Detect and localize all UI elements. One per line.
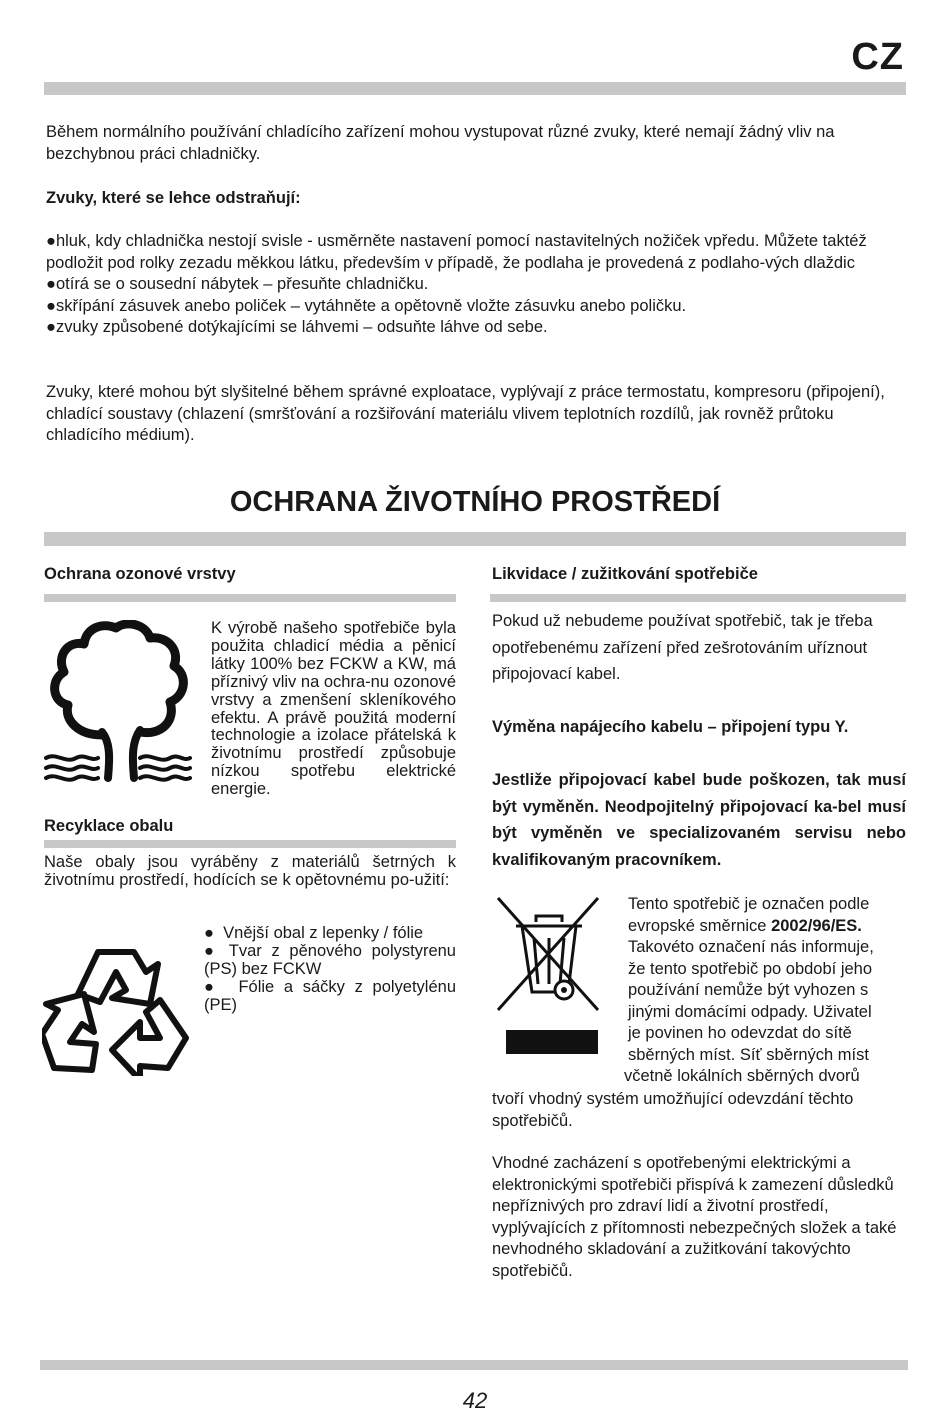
recycle-divider (44, 840, 456, 848)
bullet-dot-icon: ● (46, 318, 56, 336)
intro-heading: Zvuky, které se lehce odstraňují: (46, 189, 301, 207)
recycle-text: Naše obaly jsou vyráběny z materiálů šetrných k životnímu prostředí, hodících se k opětovnému po-užití: (44, 853, 456, 889)
section-divider (44, 532, 906, 546)
weee-line-6: jinými domácími odpady. Uživatel (628, 1002, 872, 1021)
disposal-heading: Likvidace / zužitkování spotřebiče (492, 565, 758, 583)
crossed-bin-icon (494, 894, 604, 1056)
intro-paragraph: Během normálního používání chladícího zařízení mohou vystupovat různé zvuky, které nemají žádný vliv na bezchybnou práci chladničky. (46, 123, 835, 163)
language-code: CZ (851, 36, 904, 78)
ozone-divider (44, 594, 456, 602)
recycling-icon (42, 924, 192, 1076)
section-title: OCHRANA ŽIVOTNÍHO PROSTŘEDÍ (229, 486, 721, 518)
tree-icon (44, 620, 192, 782)
weee-line-4: že tento spotřebič po období jeho (628, 959, 873, 978)
weee-line-5: používání nemůže být vyhozen s (628, 981, 869, 999)
recycle-item-2: ● Tvar z pěnového polystyrenu (PS) bez FCKW (204, 942, 456, 978)
bullet-dot-icon: ● (46, 296, 56, 315)
intro-bullet-2: ●otírá se o sousední nábytek – přesuňte chladničku. (46, 275, 429, 293)
weee-line-7: je povinen ho odevzdat do sítě (628, 1024, 852, 1042)
bullet-dot-icon: ● (46, 275, 56, 293)
bullet-dot-icon: ● (204, 924, 224, 942)
weee-text-block (624, 894, 908, 1088)
directive-number: 2002/96/ES. (771, 916, 862, 935)
header-divider (44, 82, 906, 95)
weee-line-3: Takovéto označení nás informuje, (628, 938, 874, 956)
weee-tail-text: tvoří vhodný systém umožňující odevzdání těchto spotřebičů. (492, 1090, 854, 1130)
bullet-dot-icon: ● (46, 232, 56, 250)
recycle-item-1: ● Vnější obal z lepenky / fólie (204, 924, 424, 942)
disposal-divider (490, 594, 906, 602)
intro-bullet-3: ●skřípání zásuvek anebo poliček – vytáhněte a opětovně vložte zásuvku anebo poličku. (46, 296, 687, 315)
weee-line-1: Tento spotřebič je označen podle (628, 895, 870, 913)
page-number: 42 (462, 1388, 488, 1413)
weee-line-2: evropské směrnice 2002/96/ES. (628, 916, 862, 935)
weee-line-8: sběrných míst. Síť sběrných míst (628, 1045, 869, 1064)
recycle-heading: Recyklace obalu (44, 817, 174, 835)
intro-bullet-1: ●hluk, kdy chladnička nestojí svisle - usměrněte nastavení pomocí nastavitelných nožiček vpředu. Můžete taktéž podložit pod rolky zezadu měkkou látku, především v případě, že podlaha je provedená z podlaho-vých dlaždic (46, 232, 867, 272)
final-paragraph: Vhodné zacházení s opotřebenými elektrickými a elektronickými spotřebiči přispívá k zamezení důsledků nepříznivých pro zdraví lidí a životní prostředí, vyplývajících z přítomnosti nebezpečných složek a také nevhodného skladování a zužitkování takovýchto spotřebičů. (492, 1154, 897, 1280)
footer-divider (40, 1360, 908, 1370)
cable-heading: Výměna napájecího kabelu – připojení typu Y. (492, 718, 849, 736)
intro-sounds-paragraph: Zvuky, které mohou být slyšitelné během správné exploatace, vyplývají z práce termostatu, kompresoru (připojení), chladící soustavy (chlazení (smršťování a rozšiřování materiálu vlivem teplotních rozdílů, jak rovněž průtoku chladícího médium). (46, 383, 885, 444)
intro-bullet-list (46, 231, 908, 339)
recycle-item-3: ● Fólie a sáčky z polyetylénu (PE) (204, 978, 456, 1014)
weee-line-9: včetně lokálních sběrných dvorů (624, 1067, 860, 1085)
recycle-list (204, 924, 456, 1014)
ozone-text: K výrobě našeho spotřebiče byla použita chladicí média a pěnicí látky 100% bez FCKW a KW, má příznivý vliv na ochra-nu ozonové vrstvy a zmenšení skleníkového efektu. A právě použitá moderní technologie a izolace přátelská k životnímu prostředí způsobuje nízkou spotřebu elektrické energie. (211, 619, 456, 799)
intro-bullet-4: ●zvuky způsobené dotýkajícími se láhvemi – odsuňte láhve od sebe. (46, 318, 548, 336)
bullet-dot-icon: ● (204, 978, 239, 996)
bullet-dot-icon: ● (204, 942, 229, 960)
cable-warning: Jestliže připojovací kabel bude poškozen, tak musí být vyměněn. Neodpojitelný připojovací ka-bel musí být vyměněn ve specializovaném servisu nebo kvalifikovaným pracovníkem. (492, 771, 906, 869)
ozone-heading: Ochrana ozonové vrstvy (44, 565, 236, 583)
disposal-text: Pokud už nebudeme používat spotřebič, tak je třeba opotřebenému zařízení před zešrotováním uříznout připojovací kabel. (492, 612, 873, 683)
